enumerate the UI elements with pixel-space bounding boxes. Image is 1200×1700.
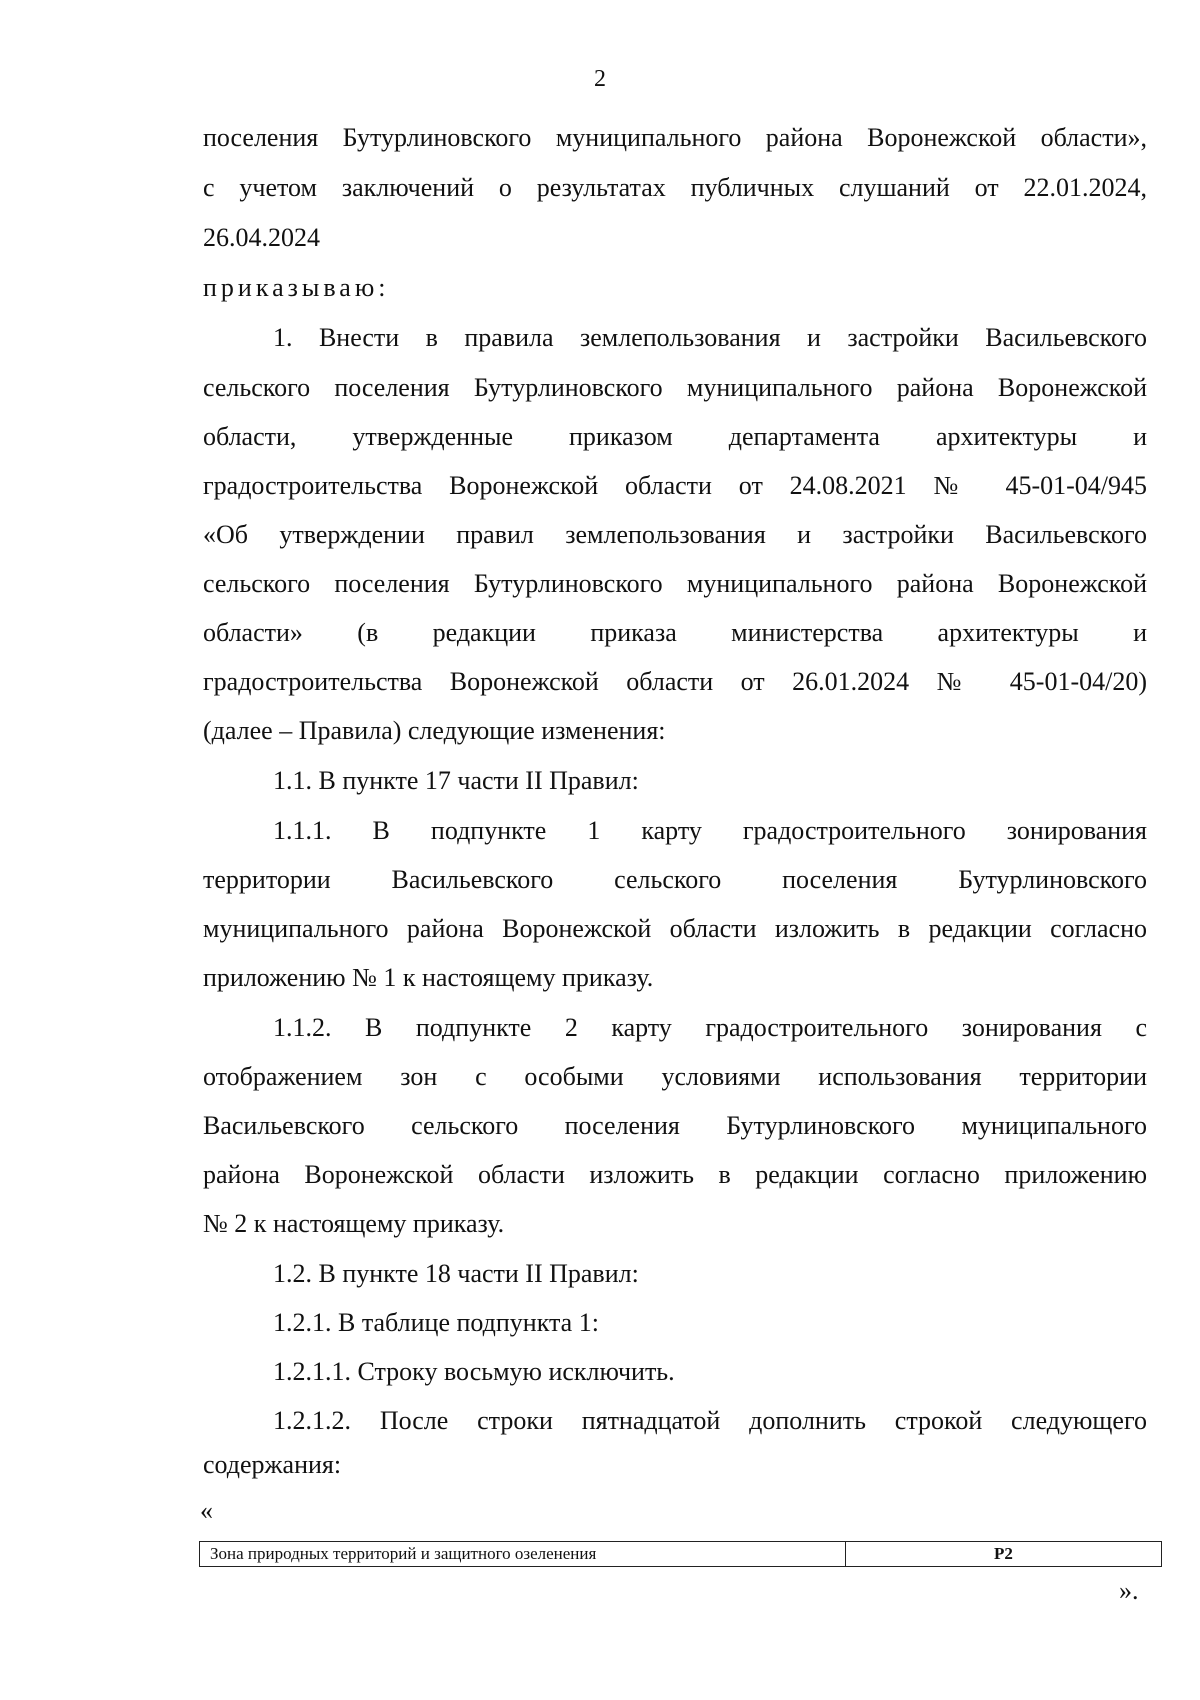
text-line: района Воронежской области изложить в редакции согласно приложению [203,1160,1147,1189]
text-line: Васильевского сельского поселения Бутурлиновского муниципального [203,1111,1147,1140]
text-line: с учетом заключений о результатах публичных слушаний от 22.01.2024, [203,173,1147,202]
zone-name-cell: Зона природных территорий и защитного озеленения [200,1542,846,1567]
text-line: градостроительства Воронежской области от 24.08.2021 № 45-01-04/945 [203,471,1147,500]
text-line: сельского поселения Бутурлиновского муниципального района Воронежской [203,373,1147,402]
text-line: 26.04.2024 [203,223,320,252]
text-line: муниципального района Воронежской области изложить в редакции согласно [203,914,1147,943]
text-line: приложению № 1 к настоящему приказу. [203,963,654,992]
text-line: поселения Бутурлиновского муниципального района Воронежской области», [203,123,1147,152]
table-row [200,1542,1162,1567]
text-line: территории Васильевского сельского поселения Бутурлиновского [203,865,1147,894]
text-line: содержания: [203,1450,342,1479]
text-line: 1. Внести в правила землепользования и застройки Васильевского [273,323,1147,352]
text-line: 1.1. В пункте 17 части II Правил: [273,766,639,795]
text-line: 1.2.1.2. После строки пятнадцатой дополнить строкой следующего [273,1406,1147,1435]
text-line: градостроительства Воронежской области от 26.01.2024 № 45-01-04/20) [203,667,1147,696]
text-line: 1.2.1.1. Строку восьмую исключить. [273,1357,675,1386]
closing-quote: ». [1119,1576,1139,1605]
text-line: отображением зон с особыми условиями использования территории [203,1062,1147,1091]
text-line: области» (в редакции приказа министерства архитектуры и [203,618,1147,647]
text-line: области, утвержденные приказом департамента архитектуры и [203,422,1147,451]
text-line: «Об утверждении правил землепользования и застройки Васильевского [203,520,1147,549]
text-line: 1.1.2. В подпункте 2 карту градостроительного зонирования с [273,1013,1147,1042]
text-line: № 2 к настоящему приказу. [203,1209,505,1238]
zone-code-cell: Р2 [846,1542,1162,1567]
page-number: 2 [594,66,606,92]
text-line: 1.1.1. В подпункте 1 карту градостроительного зонирования [273,816,1147,845]
text-line: (далее – Правила) следующие изменения: [203,716,666,745]
opening-quote: « [200,1496,213,1525]
text-line: сельского поселения Бутурлиновского муниципального района Воронежской [203,569,1147,598]
inserted-row-table [199,1541,1162,1567]
order-word: приказываю: [203,273,390,302]
text-line: 1.2.1. В таблице подпункта 1: [273,1308,599,1337]
text-line: 1.2. В пункте 18 части II Правил: [273,1259,639,1288]
